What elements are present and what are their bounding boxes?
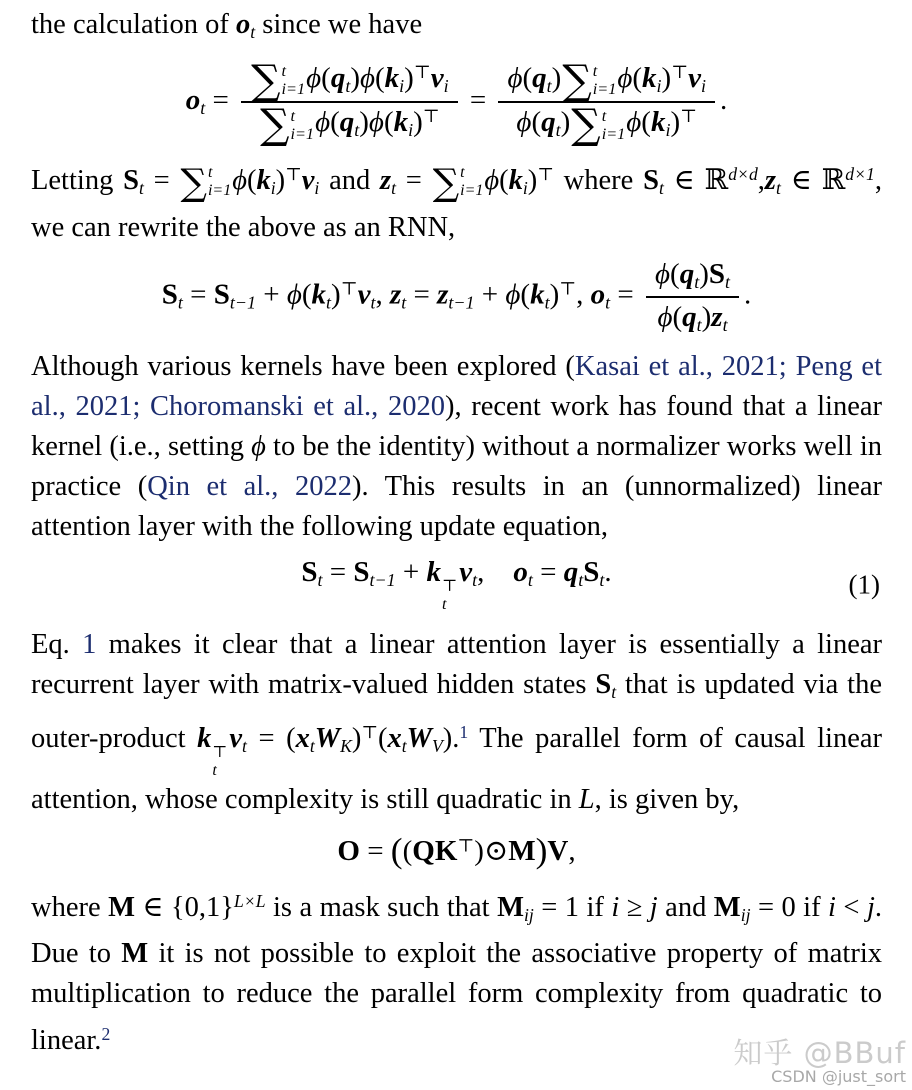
token: =: [406, 278, 438, 311]
fraction: [646, 257, 739, 337]
token: t: [696, 314, 702, 335]
token: =: [610, 278, 642, 311]
token: The parallel form of causal linear attention, whose complexity is still quadratic in: [31, 722, 882, 815]
paragraph-letting-rnn: [31, 154, 882, 248]
token: ): [351, 722, 362, 754]
token: (: [672, 300, 683, 333]
token: S: [213, 278, 230, 311]
token: ⊤: [340, 278, 358, 299]
token: t: [354, 120, 360, 141]
token: t: [527, 569, 533, 590]
token: ℝ: [704, 162, 729, 196]
summation-lower: i=1: [460, 182, 484, 200]
equation-rnn-update: [31, 257, 882, 337]
token: i: [700, 75, 706, 96]
token: where: [553, 164, 644, 196]
citation-link[interactable]: Choromanski et al., 2020: [150, 390, 445, 422]
token: t: [555, 120, 561, 141]
token: =: [205, 84, 237, 117]
stack-subscript: t: [441, 595, 447, 614]
sigma-symbol: ∑: [432, 160, 460, 204]
token: ): [661, 61, 672, 94]
fraction-numerator: [498, 55, 715, 104]
token: , is given by,: [594, 783, 740, 815]
token: (: [375, 61, 385, 94]
token: t: [326, 292, 332, 313]
token: z: [437, 278, 449, 311]
token: (: [632, 61, 643, 94]
token: ϕ: [626, 106, 642, 139]
token: M: [508, 834, 536, 867]
paragraph-mask-definition: [31, 881, 882, 1062]
token: d×1: [845, 163, 875, 184]
token: t: [345, 75, 351, 96]
token: V: [547, 834, 569, 867]
token: (: [330, 106, 340, 139]
token: ij: [523, 904, 534, 925]
token: =: [359, 834, 391, 867]
fraction-denominator: [498, 100, 715, 149]
summation: [251, 55, 306, 104]
token: t: [391, 177, 397, 198]
summation: [562, 55, 617, 104]
token: t−1: [369, 569, 396, 590]
token: S: [643, 164, 659, 196]
token: t: [250, 21, 256, 42]
token: t: [401, 292, 407, 313]
token: S: [123, 164, 139, 196]
token: ∈ {0,1}: [134, 891, 234, 923]
token: =: [462, 84, 494, 117]
summation: [432, 160, 484, 204]
token: t: [722, 314, 728, 335]
token: ϕ: [657, 300, 673, 333]
token: (: [522, 61, 533, 94]
token: t: [200, 98, 206, 119]
token: ∈: [780, 164, 822, 196]
token: =: [322, 555, 354, 588]
token: (: [390, 829, 403, 870]
token: ϕ: [368, 106, 384, 139]
token: ): [413, 106, 423, 139]
token: t: [658, 177, 664, 198]
token: t−1: [229, 292, 256, 313]
token: (: [321, 61, 331, 94]
token: S: [161, 278, 178, 311]
token: q: [682, 300, 697, 333]
token: V: [431, 735, 443, 756]
token: ): [535, 829, 548, 870]
summation-upper: t: [460, 164, 465, 182]
token: .: [744, 278, 752, 311]
token: ⊤: [680, 106, 698, 127]
citation-link[interactable]: 1: [459, 722, 469, 743]
token: q: [563, 555, 579, 588]
token: ): [331, 278, 341, 311]
token: v: [357, 278, 371, 311]
token: the calculation of: [31, 9, 236, 40]
token: t: [401, 735, 407, 756]
stack-superscript: ⊤: [212, 743, 228, 761]
equation-1-row: [31, 556, 882, 613]
token: .: [604, 555, 612, 588]
token: t: [694, 271, 700, 292]
token: (: [246, 164, 257, 196]
token: k: [197, 722, 212, 754]
supsub-stack: [212, 744, 227, 780]
summation-upper: t: [281, 62, 287, 81]
token: i: [522, 177, 528, 198]
summation-lower: i=1: [208, 182, 232, 200]
token: S: [595, 669, 612, 701]
token: i: [443, 75, 449, 96]
token: v: [688, 61, 701, 94]
token: ⊤: [457, 834, 475, 855]
token: q: [339, 106, 355, 139]
token: (: [377, 722, 388, 754]
token: ϕ: [306, 61, 322, 94]
token: ).: [442, 722, 460, 754]
token: = (: [246, 722, 296, 754]
sigma-symbol: ∑: [571, 100, 601, 149]
token: ij: [740, 904, 751, 925]
summation-limits: [282, 62, 306, 98]
token: k: [256, 164, 271, 196]
token: ), recent work has found that a linear kernel (i.e., setting: [31, 390, 883, 462]
token: =: [182, 278, 214, 311]
token: ϕ: [617, 61, 633, 94]
token: ℝ: [821, 162, 846, 196]
token: S: [583, 555, 600, 588]
token: is a mask such that: [265, 891, 498, 923]
paragraph-eq1-discussion: [31, 625, 882, 819]
citation-link[interactable]: 1: [82, 629, 97, 661]
token: ): [527, 164, 538, 196]
token: (: [402, 834, 413, 867]
token: t: [242, 735, 247, 756]
paragraph-kernels-citations: [31, 347, 882, 547]
token: k: [311, 278, 327, 311]
supsub-stack: [442, 577, 457, 613]
token: =: [396, 164, 432, 196]
token: z: [764, 164, 777, 196]
summation-lower: i=1: [290, 124, 315, 143]
token: that is updated via the outer-product: [31, 669, 882, 754]
token: K: [340, 735, 352, 756]
token: t−1: [448, 292, 475, 313]
token: i: [408, 120, 414, 141]
token: =: [532, 555, 564, 588]
token: o: [235, 9, 251, 40]
token: M: [497, 891, 524, 923]
token: i: [270, 177, 276, 198]
stack-subscript: t: [212, 761, 217, 779]
watermark: [733, 1035, 906, 1087]
fraction-numerator: [646, 257, 739, 298]
token: i: [399, 75, 405, 96]
token: t: [544, 292, 550, 313]
summation-upper: t: [290, 106, 295, 125]
summation-limits: [460, 164, 483, 200]
token: ⊤: [671, 61, 689, 82]
token: (: [670, 257, 680, 290]
fraction-denominator: [646, 298, 739, 337]
token: M: [121, 938, 149, 970]
token: O: [337, 834, 360, 867]
token: S: [301, 555, 318, 588]
token: , we can rewrite the above as an RNN,: [31, 164, 882, 243]
token: M: [108, 891, 135, 923]
token: ⊤: [413, 61, 431, 82]
token: t: [546, 75, 552, 96]
fraction-denominator: [241, 100, 458, 149]
token: t: [605, 292, 611, 313]
token: ): [670, 106, 681, 139]
token: ⊙: [483, 834, 509, 867]
token: Letting: [31, 164, 124, 196]
summation-upper: t: [592, 62, 598, 81]
summation-upper: t: [208, 164, 213, 182]
token: S: [353, 555, 370, 588]
summation-lower: i=1: [592, 80, 617, 99]
token: z: [711, 300, 723, 333]
token: t: [725, 271, 731, 292]
token: t: [177, 292, 183, 313]
token: ≥: [619, 891, 650, 923]
token: i: [314, 177, 320, 198]
summation-limits: [602, 107, 626, 143]
token: i: [665, 120, 671, 141]
token: ϕ: [505, 278, 521, 311]
token: ): [701, 300, 712, 333]
sigma-symbol: ∑: [251, 55, 281, 104]
token: and: [319, 164, 381, 196]
summation: [260, 100, 315, 149]
token: t: [578, 569, 584, 590]
token: t: [138, 177, 144, 198]
token: (: [499, 164, 509, 196]
fraction: [498, 55, 715, 149]
equation-number: (1): [848, 569, 880, 599]
token: q: [330, 61, 346, 94]
token: ⊤: [361, 722, 378, 743]
token: and: [657, 891, 714, 923]
token: ): [275, 164, 286, 196]
sigma-symbol: ∑: [562, 55, 592, 104]
equation-normalized-linear-attention: [31, 55, 882, 149]
paragraph-intro: [31, 5, 882, 52]
token: ,: [477, 555, 514, 588]
token: k: [650, 106, 666, 139]
token: v: [459, 555, 473, 588]
token: since we have: [255, 9, 423, 40]
citation-link[interactable]: ;: [778, 350, 796, 382]
token: i: [611, 891, 620, 923]
token: t: [370, 292, 376, 313]
citation-link[interactable]: Qin et al., 2022: [147, 470, 352, 502]
token: i: [828, 891, 836, 923]
token: . Due to: [31, 891, 882, 970]
token: (: [531, 106, 542, 139]
token: Eq.: [31, 629, 83, 661]
token: z: [389, 278, 402, 311]
token: <: [835, 891, 867, 923]
token: ⊤: [285, 163, 302, 184]
token: ϕ: [286, 278, 302, 311]
token: d×d: [728, 163, 758, 184]
token: M: [713, 891, 741, 923]
token: ,: [568, 834, 576, 867]
token: ,: [757, 164, 765, 196]
sigma-symbol: ∑: [180, 160, 207, 204]
watermark-zhihu-label: 知乎 @BBuf: [733, 1035, 906, 1070]
equation-parallel-form: [31, 829, 882, 871]
sigma-symbol: ∑: [260, 100, 290, 149]
token: q: [532, 61, 547, 94]
watermark-csdn-label: CSDN @just_sort: [771, 1067, 906, 1087]
token: t: [472, 569, 478, 590]
summation-lower: i=1: [601, 124, 626, 143]
summation: [180, 160, 232, 204]
token: ϕ: [251, 430, 266, 462]
summation-limits: [593, 62, 617, 98]
token: ϕ: [315, 106, 331, 139]
token: ϕ: [516, 106, 532, 139]
token: ): [404, 61, 414, 94]
token: = 1 if: [533, 891, 612, 923]
token: ): [699, 257, 709, 290]
token: makes it clear that a linear attention layer is essentially a linear recurrent layer with matrix-valued hidden states: [31, 629, 882, 701]
token: +: [474, 278, 506, 311]
token: it is not possible to exploit the associative property of matrix multiplication to reduce the parallel form complexity from quadratic to linear.: [31, 938, 882, 1057]
token: t: [317, 569, 323, 590]
token: v: [229, 722, 243, 754]
token: q: [541, 106, 556, 139]
token: = 0 if: [750, 891, 829, 923]
token: ): [350, 61, 360, 94]
token: ). This results in an (unnormalized) linear attention layer with the following update equation,: [31, 470, 882, 542]
token: (: [641, 106, 651, 139]
token: k: [384, 61, 400, 94]
token: W: [406, 722, 432, 754]
token: where: [31, 891, 109, 923]
equation-1-linear-attention: [301, 555, 612, 614]
token: ϕ: [655, 257, 671, 290]
token: (: [383, 106, 394, 139]
stack-superscript: ⊤: [441, 576, 458, 595]
citation-link[interactable]: 2: [101, 1024, 111, 1045]
token: t: [611, 682, 617, 703]
token: x: [387, 722, 402, 754]
token: t: [309, 735, 315, 756]
citation-link[interactable]: Peng et al., 2021: [31, 350, 882, 422]
token: k: [642, 61, 657, 94]
token: ,: [375, 278, 390, 311]
token: ϕ: [507, 61, 523, 94]
token: .: [719, 84, 728, 117]
token: ): [551, 61, 562, 94]
token: ): [560, 106, 571, 139]
token: x: [295, 722, 310, 754]
token: (: [520, 278, 531, 311]
fraction: [241, 55, 458, 149]
token: W: [314, 722, 341, 754]
token: ϕ: [484, 164, 500, 196]
summation-limits: [208, 164, 231, 200]
token: k: [508, 164, 523, 196]
token: j: [866, 891, 875, 923]
token: (: [301, 278, 312, 311]
token: k: [426, 555, 441, 588]
token: o: [513, 555, 528, 588]
token: v: [301, 164, 315, 196]
token: t: [599, 569, 605, 590]
token: k: [393, 106, 409, 139]
token: Q: [412, 834, 435, 867]
token: =: [143, 164, 180, 196]
token: ): [474, 834, 484, 867]
summation-upper: t: [601, 106, 607, 125]
token: ): [549, 278, 560, 311]
token: ⊤: [559, 278, 577, 299]
token: ⊤: [422, 106, 440, 127]
token: L: [578, 783, 595, 815]
summation-limits: [290, 107, 314, 143]
token: z: [380, 164, 392, 196]
token: S: [708, 257, 726, 290]
token: v: [430, 61, 444, 94]
token: Although various kernels have been explored (: [31, 350, 575, 382]
citation-link[interactable]: ;: [132, 390, 151, 422]
token: k: [530, 278, 545, 311]
token: ϕ: [232, 164, 247, 196]
token: o: [590, 278, 606, 311]
token: t: [776, 177, 781, 198]
token: to be the identity) without a normalizer works well in practice (: [31, 430, 882, 502]
token: ): [359, 106, 369, 139]
token: ∈: [663, 164, 705, 196]
token: +: [255, 278, 287, 311]
token: L×L: [233, 890, 266, 911]
token: ϕ: [359, 61, 375, 94]
token: ⊤: [537, 163, 554, 184]
summation: [571, 100, 626, 149]
token: ,: [576, 278, 591, 311]
token: +: [395, 555, 427, 588]
token: q: [679, 257, 695, 290]
citation-link[interactable]: Kasai et al., 2021: [574, 350, 779, 382]
fraction-numerator: [241, 55, 458, 104]
token: o: [185, 84, 201, 117]
summation-lower: i=1: [281, 80, 306, 99]
token: i: [656, 75, 662, 96]
token: j: [649, 891, 658, 923]
token: K: [434, 834, 458, 867]
